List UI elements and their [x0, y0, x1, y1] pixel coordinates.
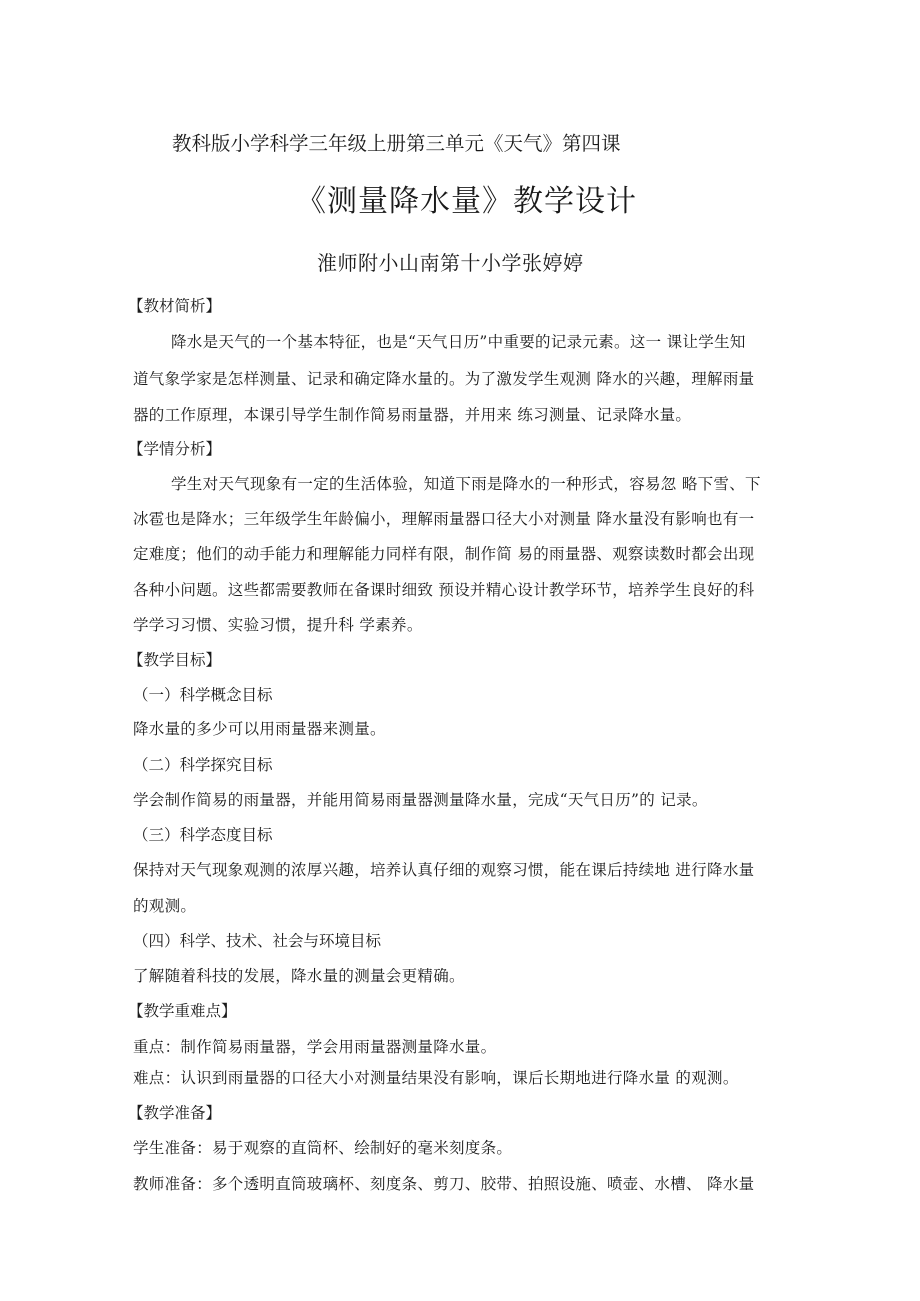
goal-1-title: （一）科学概念目标 — [133, 686, 273, 704]
section-heading-material: 【教材简析】 — [128, 297, 222, 315]
course-subtitle: 教科版小学科学三年级上册第三单元《天气》第四课 — [172, 132, 621, 155]
students-line-2: 冰雹也是降水；三年级学生年龄偏小，理解雨量器口径大小对测量 降水量没有影响也有一 — [133, 510, 755, 528]
section-heading-students: 【学情分析】 — [128, 440, 222, 458]
author-line: 淮师附小山南第十小学张婷婷 — [317, 251, 584, 275]
goal-1-text: 降水量的多少可以用雨量器来测量。 — [133, 720, 386, 738]
goal-3-line-1: 保持对天气现象观测的浓厚兴趣，培养认真仔细的观察习惯，能在课后持续地 进行降水量 — [133, 861, 755, 879]
section-heading-goals: 【教学目标】 — [128, 651, 222, 669]
students-line-5: 学学习习惯、实验习惯，提升科 学素养。 — [133, 616, 423, 634]
material-line-3: 器的工作原理，本课引导学生制作简易雨量器，并用来 练习测量、记录降水量。 — [133, 406, 692, 424]
prep-teacher: 教师准备：多个透明直筒玻璃杯、刻度条、剪刀、胶带、拍照设施、喷壶、水槽、 降水量 — [133, 1175, 755, 1193]
goal-2-text: 学会制作简易的雨量器，并能用简易雨量器测量降水量，完成“天气日历”的 记录。 — [133, 791, 708, 809]
students-line-4: 各种小问题。这些都需要教师在备课时细致 预设并精心设计教学环节，培养学生良好的科 — [133, 581, 755, 599]
goal-2-title: （二）科学探究目标 — [133, 756, 273, 774]
goal-4-title: （四）科学、技术、社会与环境目标 — [133, 932, 382, 950]
keypoint-focus: 重点：制作简易雨量器，学会用雨量器测量降水量。 — [133, 1038, 497, 1056]
page-title: 《测量降水量》教学设计 — [296, 184, 637, 219]
section-heading-prep: 【教学准备】 — [128, 1104, 222, 1122]
material-line-2: 道气象学家是怎样测量、记录和确定降水量的。为了激发学生观测 降水的兴趣，理解雨量 — [133, 370, 755, 388]
keypoint-difficulty: 难点：认识到雨量器的口径大小对测量结果没有影响，课后长期地进行降水量 的观测。 — [133, 1069, 739, 1087]
students-line-1: 学生对天气现象有一定的生活体验，知道下雨是降水的一种形式，容易忽 略下雪、下 — [171, 475, 761, 493]
goal-4-text: 了解随着科技的发展，降水量的测量会更精确。 — [133, 967, 465, 985]
students-line-3: 定难度；他们的动手能力和理解能力同样有限，制作简 易的雨量器、观察读数时都会出现 — [133, 545, 755, 563]
prep-student: 学生准备：易于观察的直筒杯、绘制好的毫米刻度条。 — [133, 1139, 513, 1157]
material-line-1: 降水是天气的一个基本特征，也是“天气日历”中重要的记录元素。这一 课让学生知 — [171, 333, 746, 351]
section-heading-keypoints: 【教学重难点】 — [128, 1002, 237, 1020]
goal-3-line-2: 的观测。 — [133, 897, 197, 915]
goal-3-title: （三）科学态度目标 — [133, 826, 273, 844]
